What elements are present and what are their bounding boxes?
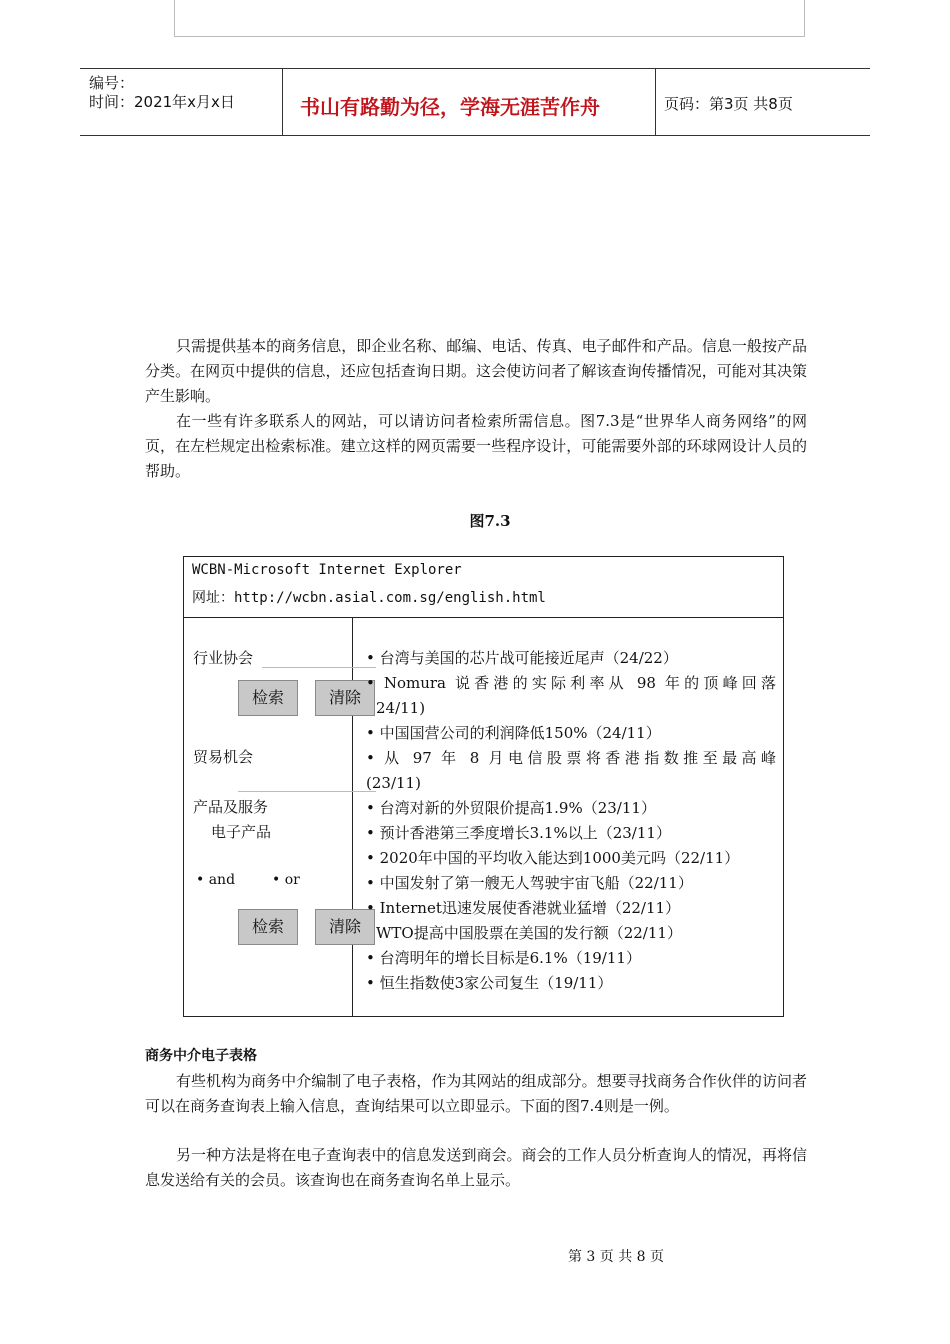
news-item[interactable]: WTO提高中国股票在美国的发行额（22/11） <box>376 924 682 942</box>
news-item[interactable]: • 2020年中国的平均收入能达到1000美元吗（22/11） <box>366 849 740 867</box>
news-item[interactable]: • 台湾明年的增长目标是6.1%（19/11） <box>366 949 641 967</box>
news-item[interactable]: • Internet迅速发展使香港就业猛增（22/11） <box>366 899 681 917</box>
news-item[interactable]: • 中国国营公司的利润降低150%（24/11） <box>366 724 661 742</box>
clear-button[interactable]: 清除 <box>315 680 375 716</box>
news-item[interactable]: • 预计香港第三季度增长3.1%以上（23/11） <box>366 824 671 842</box>
news-item[interactable]: • 台湾对新的外贸限价提高1.9%（23/11） <box>366 799 656 817</box>
search-button[interactable]: 检索 <box>238 680 298 716</box>
paragraph: 有些机构为商务中介编制了电子表格，作为其网站的组成部分。想要寻找商务合作伙伴的访问者可以在商务查询表上输入信息，查询结果可以立即显示。下面的图7.4则是一例。 <box>145 1072 807 1115</box>
page-footer: 第 3 页 共 8 页 <box>567 1249 665 1265</box>
news-list <box>366 646 776 996</box>
news-item[interactable]: • Nomura 说香港的实际利率从 98 年的顶峰回落 <box>366 674 776 692</box>
trade-option[interactable]: 贸易机会 <box>193 748 254 766</box>
electronics-option[interactable]: 电子产品 <box>211 823 272 841</box>
news-item-cont[interactable]: (23/11) <box>366 774 421 792</box>
field-line <box>262 667 376 668</box>
figure-column-divider <box>352 617 353 1016</box>
header-divider <box>282 68 283 135</box>
top-frame <box>174 0 805 37</box>
industry-option[interactable]: 行业协会 <box>193 649 254 667</box>
header-top-rule <box>80 68 870 69</box>
page-code: 页码：第3页 共8页 <box>664 95 793 113</box>
or-radio[interactable]: • or <box>272 872 300 888</box>
address-bar <box>192 587 546 607</box>
address-label: 网址： <box>192 590 234 606</box>
time-label: 时间：2021年x月x日 <box>89 93 235 111</box>
window-title: WCBN-Microsoft Internet Explorer <box>192 562 462 578</box>
clear-button[interactable]: 清除 <box>315 909 375 945</box>
figure-caption: 图7.3 <box>469 512 511 530</box>
news-item[interactable]: • 台湾与美国的芯片战可能接近尾声（24/22） <box>366 649 678 667</box>
motto: 书山有路勤为径，学海无涯苦作舟 <box>300 95 600 119</box>
news-item[interactable]: • 恒生指数使3家公司复生（19/11） <box>366 974 613 992</box>
section-heading: 商务中介电子表格 <box>145 1048 257 1064</box>
products-option[interactable]: 产品及服务 <box>193 798 269 816</box>
news-item[interactable]: • 从 97 年 8 月电信股票将香港指数推至最高峰 <box>366 749 776 767</box>
address-url[interactable]: http://wcbn.asial.com.sg/english.html <box>234 590 546 606</box>
code-label: 编号： <box>89 74 135 92</box>
news-item-cont[interactable]: 24/11) <box>376 699 426 717</box>
figure-divider <box>184 617 783 618</box>
paragraph: 另一种方法是将在电子查询表中的信息发送到商会。商会的工作人员分析查询人的情况，再将信息发送给有关的会员。该查询也在商务查询名单上显示。 <box>145 1146 807 1189</box>
search-button[interactable]: 检索 <box>238 909 298 945</box>
header-divider <box>655 68 656 135</box>
paragraph: 在一些有许多联系人的网站，可以请访问者检索所需信息。图7.3是“世界华人商务网络”的网页，在左栏规定出检索标准。建立这样的网页需要一些程序设计，可能需要外部的环球网设计人员的帮助。 <box>145 412 807 480</box>
news-item[interactable]: • 中国发射了第一艘无人驾驶宇宙飞船（22/11） <box>366 874 693 892</box>
field-line <box>238 791 376 792</box>
paragraph: 只需提供基本的商务信息，即企业名称、邮编、电话、传真、电子邮件和产品。信息一般按产品分类。在网页中提供的信息，还应包括查询日期。这会使访问者了解该查询传播情况，可能对其决策产生影响。 <box>145 337 807 405</box>
header-bottom-rule <box>80 135 870 136</box>
and-radio[interactable]: • and <box>196 872 236 888</box>
